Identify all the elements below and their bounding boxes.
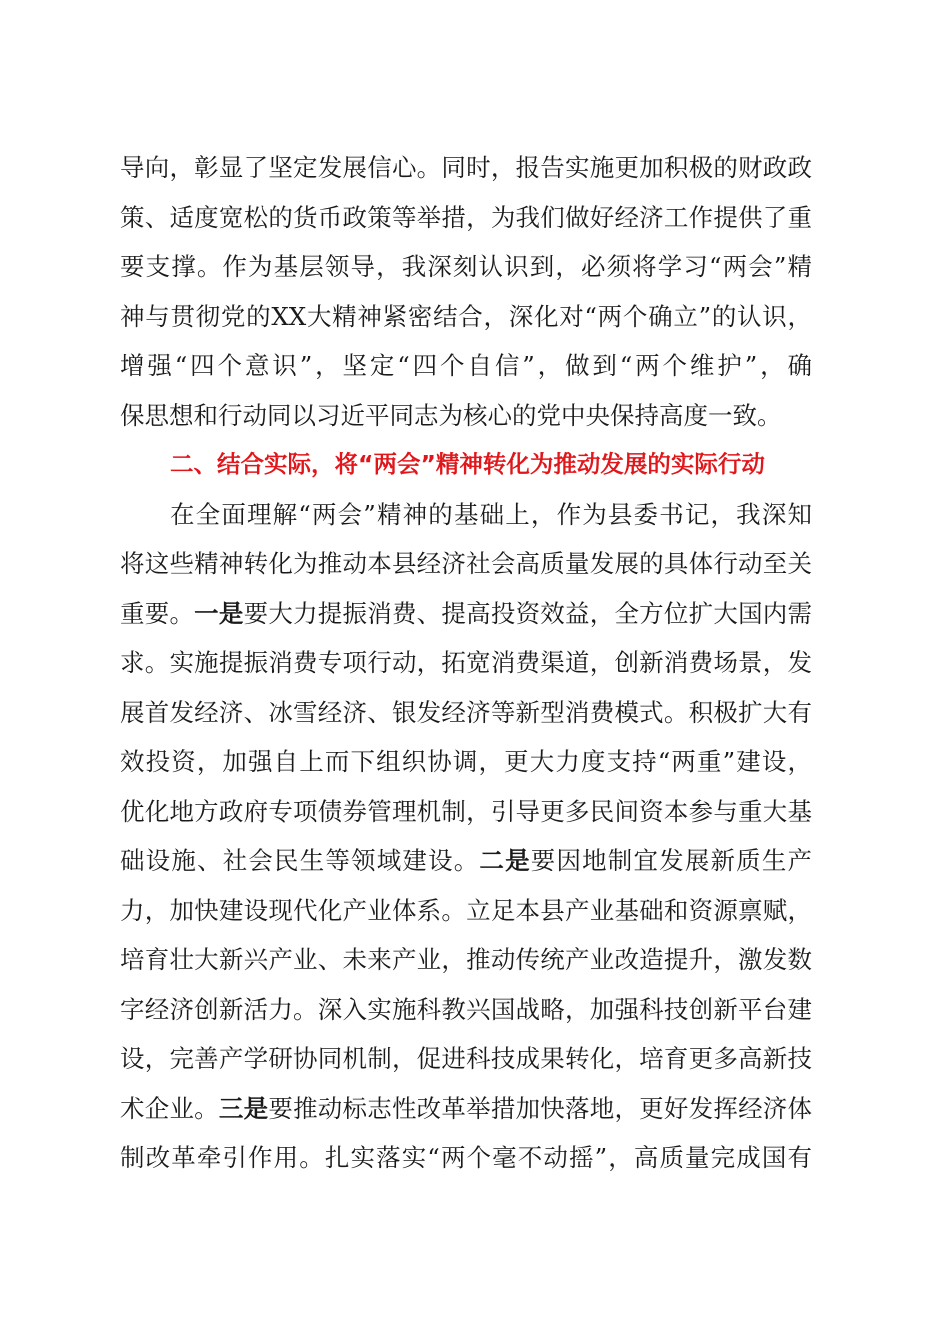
text-line: 优化地方政府专项债券管理机制，引导更多民间资本参与重大基: [120, 796, 812, 826]
text-line: [120, 1084, 812, 1134]
text-line: 神与贯彻党的XX大精神紧密结合，深化对“两个确立”的认识，: [120, 301, 812, 331]
text-line: [120, 589, 812, 639]
text-line: 求。实施提振消费专项行动，拓宽消费渠道，创新消费场景，发: [120, 648, 812, 677]
text-segment: 础设施、社会民生等领域建设。: [120, 846, 480, 875]
document-page: [120, 143, 812, 1183]
text-line: 培育壮大新兴产业、未来产业，推动传统产业改造提升，激发数: [120, 945, 812, 974]
point-marker-2: 二是: [479, 846, 531, 875]
text-line: 要支撑。作为基层领导，我深刻认识到，必须将学习“两会”精: [120, 252, 812, 281]
text-segment: 要大力提振消费、提高投资效益，全方位扩大国内需: [243, 598, 813, 628]
text-segment: 要推动标志性改革举措加快落地，更好发挥经济体: [268, 1093, 813, 1123]
text-line: 制改革牵引作用。扎实落实“两个毫不动摇”，高质量完成国有: [120, 1143, 812, 1172]
point-marker-1: 一是: [194, 598, 244, 628]
point-marker-3: 三是: [218, 1093, 269, 1123]
text-line: 力，加快建设现代化产业体系。立足本县产业基础和资源禀赋，: [120, 895, 812, 925]
text-line: 导向，彰显了坚定发展信心。同时，报告实施更加积极的财政政: [120, 153, 812, 182]
text-line: 效投资，加强自上而下组织协调，更大力度支持“两重”建设，: [120, 747, 812, 776]
text-line: 保思想和行动同以习近平同志为核心的党中央保持高度一致。: [120, 400, 782, 430]
text-line: 在全面理解“两会”精神的基础上，作为县委书记，我深知: [170, 499, 812, 529]
text-line: 将这些精神转化为推动本县经济社会高质量发展的具体行动至关: [120, 549, 812, 578]
paragraph-1: [120, 143, 812, 440]
text-segment: 要因地制宜发展新质生产: [530, 846, 813, 875]
text-segment: 重要。: [120, 598, 195, 628]
text-line: [120, 836, 812, 886]
text-line: 字经济创新活力。深入实施科教兴国战略，加强科技创新平台建: [120, 994, 812, 1024]
text-line: 设，完善产学研协同机制，促进科技成果转化，培育更多高新技: [120, 1044, 812, 1073]
text-line: 展首发经济、冰雪经济、银发经济等新型消费模式。积极扩大有: [120, 697, 812, 727]
paragraph-2: [120, 490, 812, 1183]
section-heading: 二、结合实际，将“两会”精神转化为推动发展的实际行动: [170, 450, 765, 478]
text-line: 策、适度宽松的货币政策等举措，为我们做好经济工作提供了重: [120, 202, 812, 232]
text-segment: 术企业。: [120, 1093, 219, 1123]
text-line: 增强“四个意识”，坚定“四个自信”，做到“两个维护”，确: [120, 351, 812, 380]
